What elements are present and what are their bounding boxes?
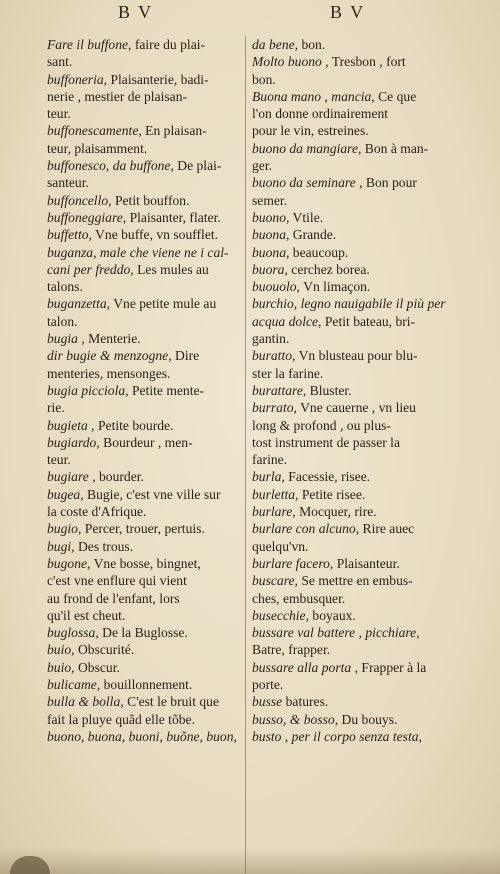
- dictionary-line: [252, 590, 443, 607]
- headword: bulla & bolla,: [47, 694, 124, 710]
- headword: burattare,: [252, 382, 307, 398]
- dictionary-line: [252, 417, 443, 434]
- dictionary-line: [47, 53, 240, 70]
- definition-text: farine.: [252, 452, 288, 468]
- headword: bugio,: [47, 521, 82, 537]
- definition-text: pour le vin, estreines.: [252, 123, 369, 139]
- definition-text: ster la farine.: [252, 365, 324, 381]
- headword: bugiare: [47, 469, 89, 485]
- dictionary-line: [252, 382, 443, 399]
- definition-text: Mocquer, rire.: [295, 504, 377, 520]
- dictionary-line: [252, 365, 443, 382]
- dictionary-line: [47, 36, 240, 53]
- definition-text: Batre, frapper.: [252, 642, 331, 658]
- dictionary-line: [252, 278, 443, 295]
- definition-text: Du bouys.: [338, 711, 398, 727]
- definition-text: Vtile.: [289, 209, 324, 225]
- dictionary-line: [47, 624, 240, 641]
- headword: burletta,: [252, 486, 299, 502]
- definition-text: Vn limaçon.: [299, 279, 371, 295]
- dictionary-line: [47, 486, 240, 503]
- headword: buono da seminare: [252, 175, 356, 191]
- definition-text: rie.: [47, 400, 65, 416]
- definition-text: c'est vne enflure qui vient: [47, 573, 187, 589]
- definition-text: Se mettre en embus-: [297, 573, 413, 589]
- dictionary-line: [252, 503, 443, 520]
- definition-text: Obscur.: [74, 659, 120, 675]
- dictionary-line: [47, 140, 240, 157]
- headword: bugea,: [47, 486, 84, 502]
- definition-text: De la Buglosse.: [98, 625, 188, 641]
- headword: buffetto,: [47, 227, 92, 243]
- dictionary-line: [47, 382, 240, 399]
- headword: buscare,: [252, 573, 298, 589]
- definition-text: ger.: [252, 158, 273, 174]
- dictionary-line: [47, 590, 240, 607]
- column-divider: [245, 36, 246, 874]
- dictionary-line: [252, 538, 443, 555]
- dictionary-line: [47, 209, 240, 226]
- headword: acqua dolce,: [252, 313, 322, 329]
- definition-text: bon.: [252, 71, 276, 87]
- dictionary-line: [47, 728, 240, 745]
- headword: buffonescamente: [47, 123, 139, 139]
- definition-text: Vne buffe, vn soufflet.: [91, 227, 219, 243]
- dictionary-line: [252, 607, 443, 624]
- dictionary-line: [252, 555, 443, 572]
- dictionary-line: [252, 468, 443, 485]
- definition-text: talons.: [47, 279, 83, 295]
- dictionary-line: [252, 330, 443, 347]
- definition-text: , Menterie.: [77, 331, 141, 347]
- dictionary-line: [47, 676, 240, 693]
- headword: buio,: [47, 642, 75, 658]
- definition-text: Percer, trouer, pertuis.: [81, 521, 205, 537]
- dictionary-line: [252, 71, 443, 88]
- dictionary-line: [252, 451, 443, 468]
- dictionary-line: [47, 347, 240, 364]
- definition-text: Obscurité.: [74, 642, 135, 658]
- header-left: B V: [118, 2, 154, 22]
- headword: buora,: [252, 261, 288, 277]
- dictionary-line: [47, 105, 240, 122]
- headword: bugone: [47, 555, 88, 571]
- definition-text: Vne cauerne , vn lieu: [296, 400, 416, 416]
- definition-text: semer.: [252, 192, 288, 208]
- headword: da bene,: [252, 37, 299, 52]
- definition-text: Ce que: [374, 88, 417, 104]
- definition-text: Plaisanter, flater.: [126, 209, 221, 225]
- dictionary-line: [252, 261, 443, 278]
- dictionary-line: [47, 330, 240, 347]
- dictionary-line: [252, 105, 443, 122]
- definition-text: , Bourdeur , men-: [96, 434, 193, 450]
- dictionary-line: [252, 624, 443, 641]
- dictionary-line: [47, 365, 240, 382]
- headword: bugi,: [47, 538, 75, 554]
- definition-text: menteries, mensonges.: [47, 365, 171, 381]
- dictionary-line: [252, 226, 443, 243]
- definition-text: sant.: [47, 54, 73, 70]
- headword: burlare facero,: [252, 555, 334, 571]
- dictionary-line: [252, 399, 443, 416]
- definition-text: , Frapper à la: [351, 659, 427, 675]
- dictionary-line: [252, 192, 443, 209]
- dictionary-line: [47, 71, 240, 88]
- headword: buono, buona, buoni, buõne, buon,: [47, 728, 237, 744]
- definition-text: nerie , mestier de plaisan-: [47, 88, 188, 104]
- dictionary-line: [47, 88, 240, 105]
- headword: buffoncello,: [47, 192, 112, 208]
- definition-text: Grande.: [289, 227, 337, 243]
- definition-text: , En plaisan-: [138, 123, 207, 139]
- headword: buratto,: [252, 348, 296, 364]
- definition-text: au frond de l'enfant, lors: [47, 590, 180, 606]
- headword: busse: [252, 694, 283, 710]
- dictionary-line: [252, 572, 443, 589]
- dictionary-line: [252, 711, 443, 728]
- definition-text: , bourder.: [88, 469, 144, 485]
- definition-text: Des trous.: [74, 538, 134, 554]
- headword: burlare,: [252, 504, 296, 520]
- definition-text: ches, embusquer.: [252, 590, 346, 606]
- dictionary-line: [252, 122, 443, 139]
- dictionary-line: [252, 174, 443, 191]
- headword: Molto buono: [252, 54, 322, 70]
- dictionary-line: [47, 244, 240, 261]
- definition-text: fait la pluye quãd elle tõbe.: [47, 711, 195, 727]
- running-header: [0, 2, 500, 22]
- definition-text: , Vne bosse, bingnet,: [87, 555, 201, 571]
- headword: buffoneria,: [47, 71, 108, 87]
- headword: buouolo,: [252, 279, 300, 295]
- dictionary-line: [47, 503, 240, 520]
- header-right: B V: [330, 2, 366, 22]
- headword: burrato,: [252, 400, 297, 416]
- headword: buffoneggiare,: [47, 209, 127, 225]
- dictionary-line: [252, 693, 443, 710]
- headword: Fare il buffone: [47, 37, 129, 52]
- dictionary-line: [252, 157, 443, 174]
- definition-text: tost instrument de passer la: [252, 434, 400, 450]
- definition-text: Petite risee.: [298, 486, 366, 502]
- headword: bulicame,: [47, 676, 101, 692]
- right-column: [252, 36, 446, 745]
- dictionary-line: [47, 434, 240, 451]
- definition-text: Vne petite mule au: [110, 296, 217, 312]
- headword: buffonesco, da buffone: [47, 158, 171, 174]
- headword: bugia picciola,: [47, 382, 129, 398]
- dictionary-line: [47, 693, 240, 710]
- dictionary-line: [47, 572, 240, 589]
- headword: burchio, legno nauigabile il più per: [252, 296, 446, 312]
- definition-text: Petit bouffon.: [111, 192, 190, 208]
- definition-text: cerchez borea.: [287, 261, 370, 277]
- headword: busto , per il corpo senza testa,: [252, 728, 422, 744]
- dictionary-line: [252, 244, 443, 261]
- definition-text: talon.: [47, 313, 78, 329]
- dictionary-line: [47, 295, 240, 312]
- dictionary-line: [252, 641, 443, 658]
- definition-text: Bluster.: [306, 382, 352, 398]
- definition-text: teur.: [47, 106, 71, 122]
- headword: bugiardo: [47, 434, 97, 450]
- dictionary-line: [252, 347, 443, 364]
- headword: bussare alla porta: [252, 659, 352, 675]
- definition-text: bouillonnement.: [100, 676, 193, 692]
- headword: bugia: [47, 331, 78, 347]
- definition-text: l'on donne ordinairement: [252, 106, 389, 122]
- definition-text: Bugie, c'est vne ville sur: [83, 486, 221, 502]
- dictionary-line: [47, 641, 240, 658]
- definition-text: beaucoup.: [289, 244, 349, 260]
- headword: busso, & bosso,: [252, 711, 339, 727]
- definition-text: batures.: [282, 694, 329, 710]
- headword: cani per freddo,: [47, 261, 134, 277]
- dictionary-line: [47, 555, 240, 572]
- definition-text: gantin.: [252, 331, 290, 347]
- definition-text: Les mules au: [133, 261, 209, 277]
- definition-text: , Petite bourde.: [87, 417, 174, 433]
- definition-text: long & profond , ou plus-: [252, 417, 391, 433]
- dictionary-line: [47, 538, 240, 555]
- left-column: [47, 36, 240, 745]
- dictionary-line: [47, 226, 240, 243]
- definition-text: bon.: [298, 37, 326, 52]
- definition-text: C'est le bruit que: [123, 694, 219, 710]
- headword: buona,: [252, 227, 290, 243]
- dictionary-line: [47, 313, 240, 330]
- headword: buganza, male che viene ne i cal-: [47, 244, 229, 260]
- dictionary-line: [252, 434, 443, 451]
- dictionary-line: [252, 728, 443, 745]
- definition-text: quelqu'vn.: [252, 538, 309, 554]
- definition-text: Vn blusteau pour blu-: [295, 348, 418, 364]
- definition-text: , De plai-: [170, 158, 222, 174]
- dictionary-line: [252, 209, 443, 226]
- headword: buono da mangiare,: [252, 140, 362, 156]
- dictionary-line: [252, 295, 446, 312]
- headword: buglossa,: [47, 625, 99, 641]
- definition-text: santeur.: [47, 175, 89, 191]
- dictionary-line: [47, 174, 240, 191]
- definition-text: , faire du plai-: [128, 37, 206, 52]
- definition-text: teur.: [47, 452, 71, 468]
- definition-text: Bon à man-: [361, 140, 429, 156]
- page-stain: [0, 848, 500, 874]
- dictionary-line: [47, 659, 240, 676]
- definition-text: la coste d'Afrique.: [47, 504, 147, 520]
- dictionary-line: [47, 278, 240, 295]
- headword: bussare val battere , picchiare,: [252, 625, 420, 641]
- definition-text: , Tresbon , fort: [321, 54, 406, 70]
- definition-text: Petite mente-: [128, 382, 205, 398]
- definition-text: Plaisanteur.: [333, 555, 400, 571]
- dictionary-line: [47, 711, 240, 728]
- dictionary-line: [47, 607, 240, 624]
- dictionary-line: [252, 676, 443, 693]
- headword: Buona mano , mancia,: [252, 88, 375, 104]
- definition-text: boyaux.: [309, 607, 356, 623]
- definition-text: Dire: [171, 348, 200, 364]
- dictionary-line: [47, 417, 240, 434]
- dictionary-line: [47, 468, 240, 485]
- dictionary-line: [252, 140, 443, 157]
- headword: busecchie,: [252, 607, 309, 623]
- headword: buona,: [252, 244, 290, 260]
- definition-text: Petit bateau, bri-: [321, 313, 416, 329]
- dictionary-line: [252, 659, 443, 676]
- dictionary-line: [47, 520, 240, 537]
- dictionary-line: [47, 399, 240, 416]
- definition-text: Facessie, risee.: [284, 469, 371, 485]
- headword: buganzetta,: [47, 296, 111, 312]
- definition-text: Plaisanterie, badi-: [107, 71, 209, 87]
- definition-text: teur, plaisamment.: [47, 140, 148, 156]
- definition-text: porte.: [252, 676, 284, 692]
- dictionary-line: [47, 261, 240, 278]
- dictionary-line: [252, 313, 443, 330]
- definition-text: Rire auec: [359, 521, 415, 537]
- headword: bugieta: [47, 417, 88, 433]
- headword: dir bugie & menzogne,: [47, 348, 172, 364]
- headword: burlare con alcuno,: [252, 521, 360, 537]
- dictionary-line: [252, 486, 443, 503]
- headword: burla,: [252, 469, 285, 485]
- dictionary-line: [252, 53, 443, 70]
- headword: buono,: [252, 209, 290, 225]
- dictionary-line: [47, 192, 240, 209]
- definition-text: qu'il est cheut.: [47, 607, 126, 623]
- dictionary-line: [252, 520, 443, 537]
- dictionary-line: [252, 88, 443, 105]
- headword: buio,: [47, 659, 75, 675]
- dictionary-line: [47, 122, 240, 139]
- dictionary-line: [252, 36, 443, 53]
- dictionary-line: [47, 157, 240, 174]
- dictionary-line: [47, 451, 240, 468]
- definition-text: , Bon pour: [355, 175, 417, 191]
